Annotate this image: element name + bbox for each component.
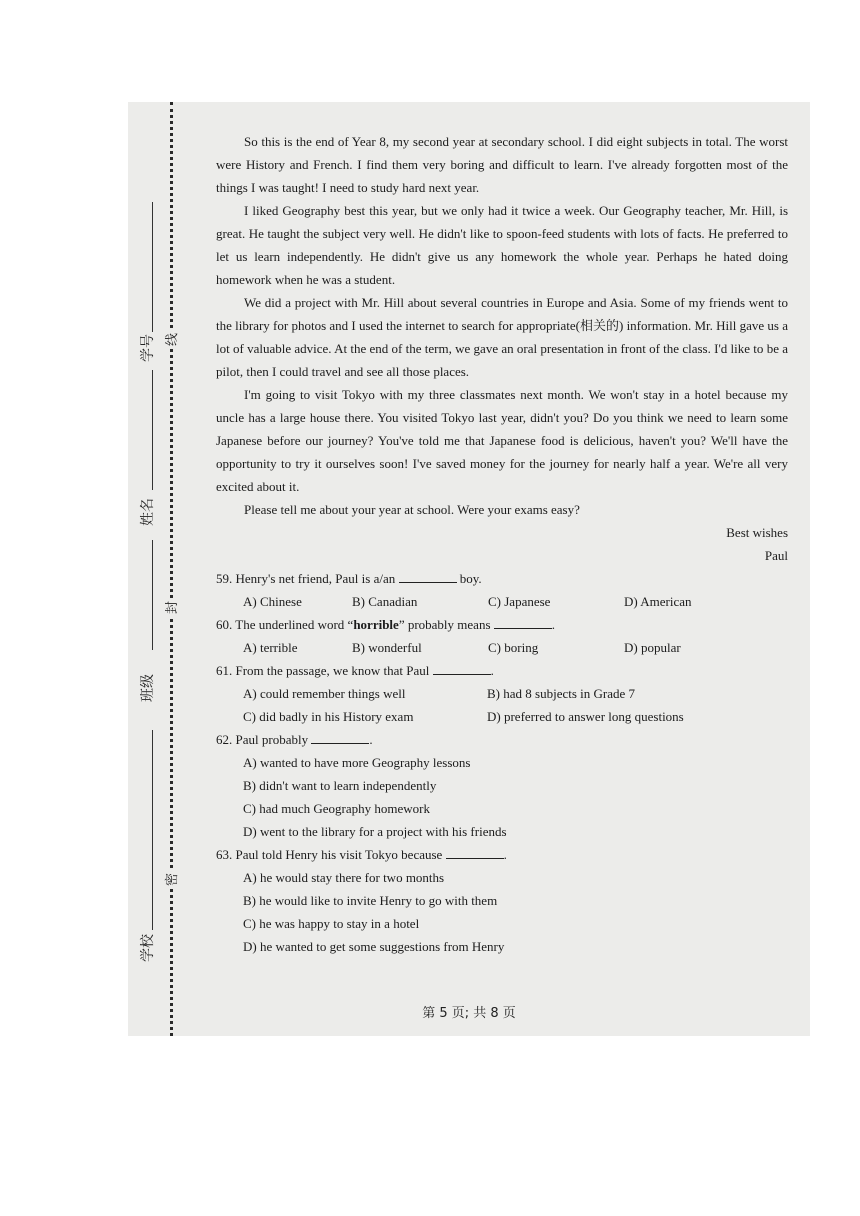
question-stem: 62. Paul probably — [216, 732, 312, 747]
question-stem-mid: ” probably means — [398, 617, 494, 632]
question-60 — [216, 613, 788, 636]
option-b: B) he would like to invite Henry to go with them — [243, 893, 498, 908]
question-stem-end: . — [490, 663, 494, 678]
school-label: 学校 — [140, 934, 156, 962]
page-number: 第 5 页; 共 8 页 — [422, 1006, 516, 1021]
question-62 — [216, 728, 788, 751]
binding-marker-line: 线 — [161, 331, 180, 348]
option-c: C) Japanese — [488, 594, 551, 609]
exam-page — [128, 102, 810, 1036]
question-63 — [216, 843, 788, 866]
answer-blank — [494, 616, 552, 629]
option-a: A) Chinese — [243, 594, 302, 609]
underlined-word: horrible — [353, 617, 399, 632]
question-61 — [216, 659, 788, 682]
school-line — [152, 730, 153, 930]
option-a: A) terrible — [243, 640, 298, 655]
passage-paragraph: Please tell me about your year at school. Were your exams easy? — [244, 502, 580, 517]
option-a: A) could remember things well — [243, 686, 406, 701]
options-59 — [216, 590, 788, 613]
passage-paragraph: We did a project with Mr. Hill about several countries in Europe and Asia. Some of my friends went to the library for photos and I used the internet to search for appropriate(相关的) information. Mr. Hill gave us a lot of valuable advice. At the end of the term, we gave an oral presentation in front of the class. I'd like to be a pilot, then I could travel and see all those places. — [216, 295, 788, 379]
option-c: C) boring — [488, 640, 539, 655]
student-id-label: 学号 — [140, 334, 156, 362]
passage-paragraph: I'm going to visit Tokyo with my three classmates next month. We won't stay in a hotel because my uncle has a large house there. You visited Tokyo last year, didn't you? Do you think we need to learn some Japanese before our journey? You've told me that Japanese food is delicious, haven't you? We'll have the opportunity to try it ourselves soon! I've saved money for the journey for nearly half a year. We're all very excited about it. — [216, 387, 788, 494]
name-label: 姓名 — [140, 498, 156, 526]
option-d: D) went to the library for a project with his friends — [243, 824, 507, 839]
option-c: C) he was happy to stay in a hotel — [243, 916, 420, 931]
option-d: D) preferred to answer long questions — [487, 709, 684, 724]
class-line — [152, 540, 153, 650]
binding-marker-seal: 封 — [161, 599, 180, 616]
question-stem-end: . — [503, 847, 507, 862]
binding-dotted-line — [170, 102, 173, 1036]
option-b: B) wonderful — [352, 640, 422, 655]
letter-closing: Best wishes — [726, 525, 788, 540]
option-c: C) did badly in his History exam — [243, 709, 414, 724]
options-60 — [216, 636, 788, 659]
question-stem: 63. Paul told Henry his visit Tokyo because — [216, 847, 446, 862]
option-d: D) American — [624, 594, 692, 609]
name-line — [152, 370, 153, 490]
answer-blank — [399, 570, 457, 583]
passage-paragraph: So this is the end of Year 8, my second year at secondary school. I did eight subjects in total. The worst were History and French. I find them very boring and difficult to learn. I've already forgotten most of the things I was taught! I need to study hard next year. — [216, 134, 788, 195]
option-c: C) had much Geography homework — [243, 801, 431, 816]
question-stem-end: . — [369, 732, 373, 747]
option-a: A) he would stay there for two months — [243, 870, 445, 885]
option-d: D) popular — [624, 640, 681, 655]
letter-signature: Paul — [764, 548, 788, 563]
question-stem-end: boy. — [456, 571, 482, 586]
option-d: D) he wanted to get some suggestions from Henry — [243, 939, 505, 954]
binding-marker-secret: 密 — [161, 871, 180, 888]
passage-paragraph: I liked Geography best this year, but we only had it twice a week. Our Geography teacher, Mr. Hill, is great. He taught the subject very well. He didn't like to spoon-feed students with lots of facts. He preferred to let us learn independently. He didn't give us any homework the whole year. Perhaps he hated doing homework when he was a student. — [216, 203, 788, 287]
question-stem: 59. Henry's net friend, Paul is a/an — [216, 571, 399, 586]
option-a: A) wanted to have more Geography lessons — [243, 755, 471, 770]
answer-blank — [446, 846, 504, 859]
option-b: B) Canadian — [352, 594, 418, 609]
answer-blank — [433, 662, 491, 675]
options-61-row1 — [216, 682, 788, 705]
student-id-line — [152, 202, 153, 332]
question-stem: 60. The underlined word “ — [216, 617, 354, 632]
question-stem-end: . — [551, 617, 556, 632]
option-b: B) had 8 subjects in Grade 7 — [487, 686, 636, 701]
question-59 — [216, 567, 788, 590]
option-b: B) didn't want to learn independently — [243, 778, 437, 793]
options-61-row2 — [216, 705, 788, 728]
exam-content — [216, 130, 788, 958]
class-label: 班级 — [140, 674, 156, 702]
answer-blank — [311, 731, 369, 744]
question-stem: 61. From the passage, we know that Paul — [216, 663, 433, 678]
